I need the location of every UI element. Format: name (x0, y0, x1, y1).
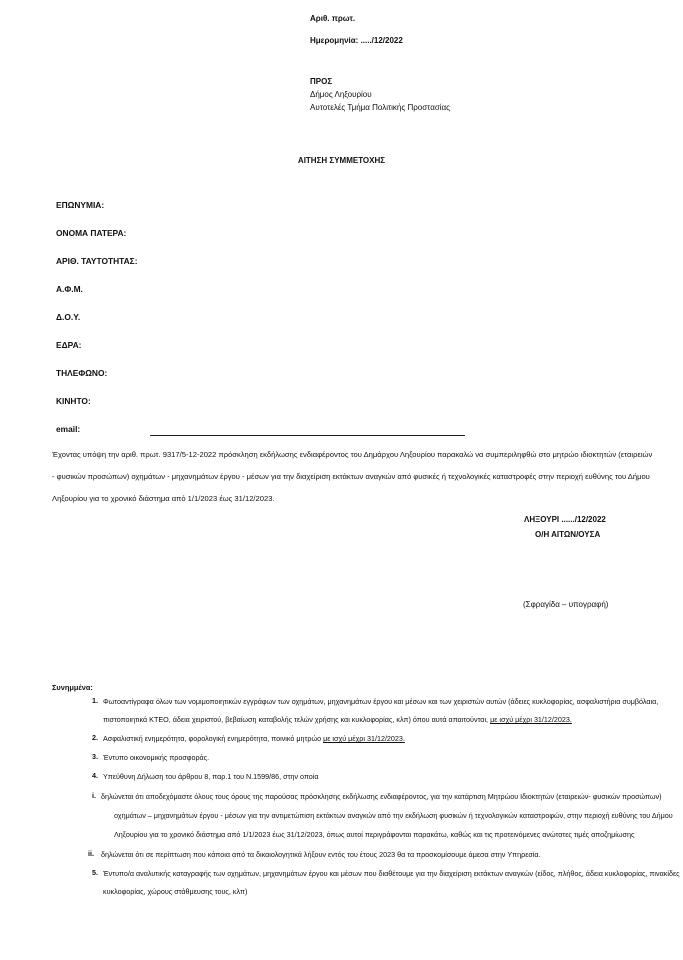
signature-stamp: (Σφραγίδα – υπογραφή) (523, 600, 609, 609)
signature-applicant: Ο/Η ΑΙΤΩΝ/ΟΥΣΑ (535, 530, 601, 539)
protocol-number: Αριθ. πρωτ. (310, 14, 356, 23)
attachment-4-ii-text: δηλώνεται ότι σε περίπτωση που κάποια από τα δικαιολογητικά λήξουν εντός του έτους 2023 θα τα προσκομίσουμε άμεσα στην Υπηρεσία. (101, 850, 541, 859)
attachment-4-number: 4. (92, 771, 98, 780)
field-label-tax-number: Α.Φ.Μ. (56, 284, 83, 294)
attachment-3-number: 3. (92, 752, 98, 761)
field-label-company: ΕΠΩΝΥΜΙΑ: (56, 200, 105, 210)
field-label-id-number: ΑΡΙΘ. ΤΑΥΤΟΤΗΤΑΣ: (56, 256, 138, 266)
attachment-4-i-number: i. (92, 791, 96, 800)
body-line-3: Ληξουρίου για το χρονικό διάστημα από 1/1/2023 έως 31/12/2023. (52, 494, 275, 503)
attachment-1-line-2: πιστοποιητικά ΚΤΕΟ, άδεια χειριστού, βεβαίωση καταβολής τελών χρήσης και κυκλοφορίας, κλπ) όπου αυτά απαιτούνται, με ισχύ μέχρι 31/12/2023. (103, 715, 572, 724)
field-label-tax-office: Δ.Ο.Υ. (56, 312, 81, 322)
body-line-1: Έχοντας υπόψη την αριθ. πρωτ. 9317/5-12-2022 πρόσκληση εκδήλωσης ενδιαφέροντος του Δημάρχου Ληξουρίου παρακαλώ να συμπεριληφθώ στο μητρώο ιδιοκτητών (εταιρειών (52, 450, 653, 459)
attachment-4-i-line-3: Ληξουρίου για το χρονικό διάστημα από 1/1/2023 έως 31/12/2023, όπως αυτοί περιγράφονται παρακάτω, καθώς και τις προτεινόμενες ανώτατες τιμές αποζημίωσης (114, 830, 635, 839)
email-underline (150, 435, 465, 436)
attachment-5-line-2: κυκλοφορίας, χώρους στάθμευσης τους, κλπ) (103, 887, 248, 896)
field-label-seat: ΕΔΡΑ: (56, 340, 82, 350)
field-label-mobile: ΚΙΝΗΤΟ: (56, 396, 91, 406)
attachment-1-number: 1. (92, 696, 98, 705)
recipient-line-1: Δήμος Ληξουρίου (310, 90, 372, 99)
attachment-2-text: Ασφαλιστική ενημερότητα, φορολογική ενημερότητα, ποινικό μητρώο με ισχύ μέχρι 31/12/2023. (103, 734, 405, 743)
attachment-3-text: Έντυπο οικονομικής προσφοράς. (103, 753, 210, 762)
document-title: ΑΙΤΗΣΗ ΣΥΜΜΕΤΟΧΗΣ (297, 156, 386, 165)
field-label-email: email: (56, 424, 81, 434)
field-label-phone: ΤΗΛΕΦΩΝΟ: (56, 368, 108, 378)
attachment-4-text: Υπεύθυνη Δήλωση του άρθρου 8, παρ.1 του Ν.1599/86, στην οποία (103, 772, 319, 781)
attachment-2-number: 2. (92, 733, 98, 742)
attachment-5-number: 5. (92, 868, 98, 877)
attachment-1-line-1: Φωτοαντίγραφα όλων των νομιμοποιητικών εγγράφων των οχημάτων, μηχανημάτων έργου και μέσων και των χειριστών αυτών (άδειες κυκλοφορίας, ασφαλιστήρια συμβόλαια, (103, 697, 659, 706)
attachment-4-i-line-2: οχημάτων – μηχανημάτων έργου - μέσων για την αντιμετώπιση εκτάκτων αναγκών από την εκδήλωση φυσικών ή τεχνολογικών καταστροφών, στην περιοχή ευθύνης του Δήμου (114, 811, 673, 820)
field-label-father-name: ΟΝΟΜΑ ΠΑΤΕΡΑ: (56, 228, 127, 238)
document-date: Ημερομηνία: ...../12/2022 (310, 36, 403, 45)
signature-place-date: ΛΗΞΟΥΡΙ ....../12/2022 (524, 515, 606, 524)
attachment-4-ii-number: ii. (88, 849, 94, 858)
attachment-5-line-1: Έντυπο/α αναλυτικής καταγραφής των οχημάτων, μηχανημάτων έργου και μέσων που διαθέτουμε για την διαχείριση εκτάκτων αναγκών (είδος, πλήθος, άδεια κυκλοφορίας, πινακίδες (103, 869, 680, 878)
recipient-label: ΠΡΟΣ (310, 77, 333, 86)
attachment-4-i-line-1: δηλώνεται ότι αποδεχόμαστε όλους τους όρους της παρούσας πρόσκλησης εκδήλωσης ενδιαφέροντος, για την κατάρτιση Μητρώου Ιδιοκτητών (εταιρειών- φυσικών προσώπων) (101, 792, 662, 801)
attachments-heading: Συνημμένα: (52, 683, 93, 692)
body-line-2: - φυσικών προσώπων) οχημάτων - μηχανημάτων έργου - μέσων για την διαχείριση εκτάκτων αναγκών από φυσικές ή τεχνολογικές καταστροφές στην περιοχή ευθύνης του Δήμου (52, 472, 650, 481)
recipient-line-2: Αυτοτελές Τμήμα Πολιτικής Προστασίας (310, 103, 451, 112)
